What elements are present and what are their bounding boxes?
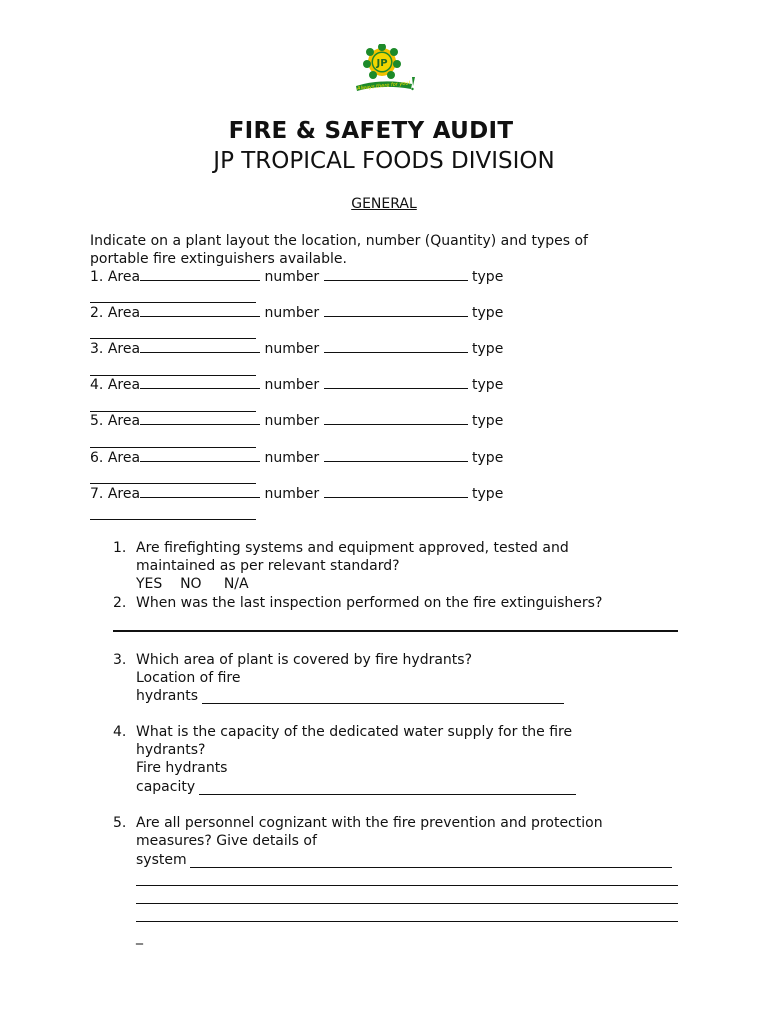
question-4-line-2: hydrants? — [136, 742, 206, 758]
intro-line-1: Indicate on a plant layout the location, number (Quantity) and types of — [90, 233, 588, 249]
hydrant-location-blank[interactable] — [202, 703, 564, 704]
question-3-number: 3. — [113, 652, 127, 668]
extinguisher-row: 6. Area number type — [90, 450, 504, 466]
type-blank[interactable] — [90, 338, 256, 339]
question-4-line-3: Fire hydrants — [136, 760, 228, 776]
number-blank[interactable] — [324, 376, 468, 389]
intro-line-2: portable fire extinguishers available. — [90, 251, 347, 267]
area-blank[interactable] — [140, 485, 260, 498]
extinguisher-row: 4. Area number type — [90, 377, 504, 393]
jp-logo — [352, 44, 418, 94]
number-blank[interactable] — [324, 412, 468, 425]
type-blank[interactable] — [90, 519, 256, 520]
number-blank[interactable] — [324, 304, 468, 317]
number-blank[interactable] — [324, 485, 468, 498]
area-blank[interactable] — [140, 412, 260, 425]
question-5-line-1: Are all personnel cognizant with the fire prevention and protection — [136, 815, 603, 831]
area-blank[interactable] — [140, 449, 260, 462]
area-blank[interactable] — [140, 340, 260, 353]
type-blank[interactable] — [90, 483, 256, 484]
extinguisher-row: 1. Area number type — [90, 269, 504, 285]
question-1-options[interactable]: YES NO N/A — [136, 576, 249, 592]
type-blank[interactable] — [90, 302, 256, 303]
section-heading: GENERAL — [351, 196, 417, 212]
question-5-line-3: system — [136, 852, 187, 868]
system-details-line-3[interactable] — [136, 903, 678, 904]
area-blank[interactable] — [140, 268, 260, 281]
logo-flower-icon — [363, 44, 401, 79]
question-3-line-3: hydrants — [136, 688, 199, 704]
system-details-line-4[interactable] — [136, 921, 678, 922]
page-title: FIRE & SAFETY AUDIT — [228, 118, 514, 144]
intro-text — [90, 232, 690, 268]
question-2-number: 2. — [113, 595, 127, 611]
extinguisher-row: 5. Area number type — [90, 413, 504, 429]
question-1-line-2: maintained as per relevant standard? — [136, 558, 400, 574]
number-blank[interactable] — [324, 340, 468, 353]
extinguisher-row: 2. Area number type — [90, 305, 504, 321]
question-5-number: 5. — [113, 815, 127, 831]
question-1-line-1: Are firefighting systems and equipment approved, tested and — [136, 540, 569, 556]
extinguisher-row: 7. Area number type — [90, 486, 504, 502]
question-4-number: 4. — [113, 724, 127, 740]
question-3-line-2: Location of fire — [136, 670, 241, 686]
system-details-blank[interactable] — [190, 867, 672, 868]
question-2-line-1: When was the last inspection performed on the fire extinguishers? — [136, 595, 603, 611]
logo-tagline: Always there for you! — [356, 80, 411, 92]
system-details-line-2[interactable] — [136, 885, 678, 886]
extinguisher-row: 3. Area number type — [90, 341, 504, 357]
question-2-answer-line[interactable] — [113, 630, 678, 632]
question-1-number: 1. — [113, 540, 127, 556]
question-4-line-4: capacity — [136, 779, 196, 795]
type-blank[interactable] — [90, 447, 256, 448]
question-4-line-1: What is the capacity of the dedicated water supply for the fire — [136, 724, 573, 740]
question-5-line-2: measures? Give details of — [136, 833, 317, 849]
question-3-line-1: Which area of plant is covered by fire hydrants? — [136, 652, 473, 668]
number-blank[interactable] — [324, 449, 468, 462]
system-details-trailing: _ — [136, 929, 143, 945]
page-subtitle: JP TROPICAL FOODS DIVISION — [213, 148, 555, 174]
hydrant-capacity-blank[interactable] — [199, 794, 576, 795]
area-blank[interactable] — [140, 304, 260, 317]
area-blank[interactable] — [140, 376, 260, 389]
logo-text: JP — [376, 58, 388, 69]
number-blank[interactable] — [324, 268, 468, 281]
